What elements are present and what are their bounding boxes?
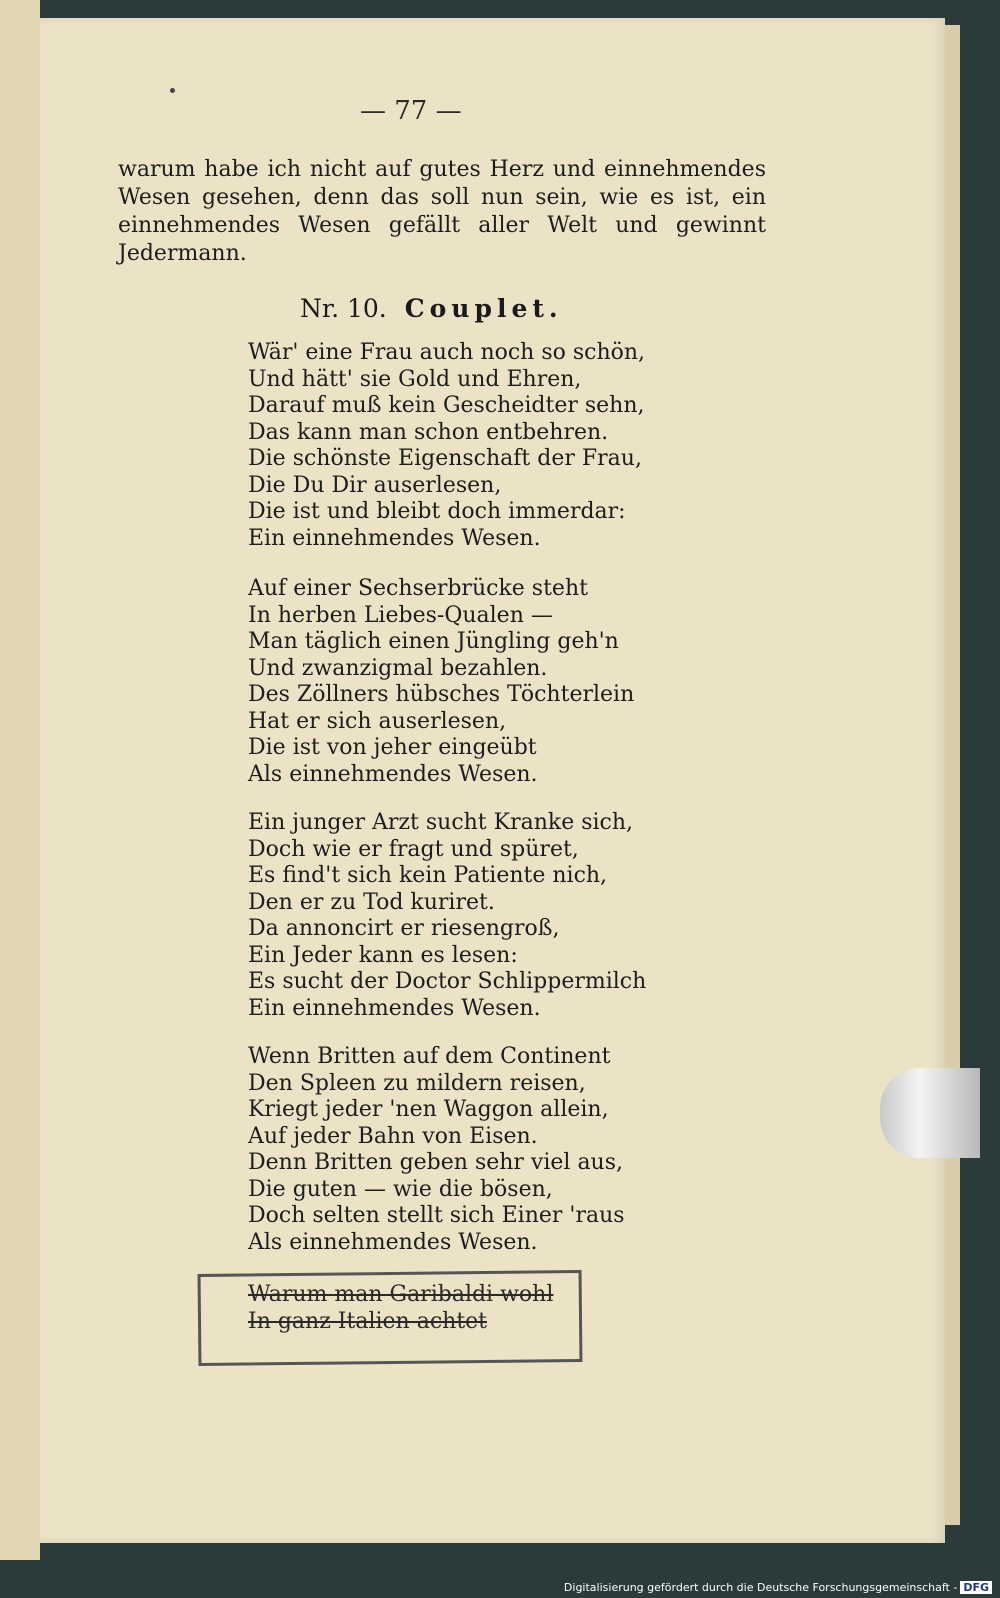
verse-line: Und zwanzigmal bezahlen. bbox=[248, 655, 548, 681]
verse-line: Man täglich einen Jüngling geh'n bbox=[248, 629, 619, 654]
left-page-edge bbox=[0, 0, 40, 1560]
verse-line: Ein einnehmendes Wesen. bbox=[248, 995, 541, 1021]
paper-clip bbox=[880, 1068, 980, 1158]
page-number: — 77 — bbox=[360, 96, 462, 126]
crossed-out-lines bbox=[248, 1282, 553, 1335]
verse-line: Das kann man schon entbehren. bbox=[248, 419, 609, 445]
verse-line: Die schönste Eigenschaft der Frau, bbox=[248, 446, 642, 471]
verse-line: Auf einer Sechserbrücke steht bbox=[248, 576, 588, 601]
verse-line: Die ist von jeher eingeübt bbox=[248, 735, 537, 760]
verse-line: Es sucht der Doctor Schlippermilch bbox=[248, 969, 647, 994]
verse-line: Die Du Dir auserlesen, bbox=[248, 472, 502, 498]
stanza-4 bbox=[248, 1044, 625, 1256]
dfg-logo: DFG bbox=[960, 1581, 992, 1594]
verse-line: Des Zöllners hübsches Töchterlein bbox=[248, 682, 635, 707]
verse-line: Wenn Britten auf dem Continent bbox=[248, 1044, 611, 1069]
page-stack-edge bbox=[945, 25, 960, 1525]
verse-line: Den er zu Tod kuriret. bbox=[248, 889, 495, 915]
verse-line: Denn Britten geben sehr viel aus, bbox=[248, 1150, 624, 1175]
verse-line: Die guten — wie die bösen, bbox=[248, 1176, 553, 1202]
verse-line: In ganz Italien achtet bbox=[248, 1308, 488, 1334]
verse-line: Warum man Garibaldi wohl bbox=[248, 1282, 554, 1307]
verse-line: Ein Jeder kann es lesen: bbox=[248, 942, 518, 968]
intro-paragraph: warum habe ich nicht auf gutes Herz und einnehmendes Wesen gesehen, denn das soll nun sein, wie es ist, ein einnehmendes Wesen gefällt aller Welt und gewinnt Jedermann. bbox=[118, 157, 766, 266]
verse-line: Den Spleen zu mildern reisen, bbox=[248, 1070, 586, 1096]
verse-line: Wär' eine Frau auch noch so schön, bbox=[248, 340, 646, 365]
verse-line: Es find't sich kein Patiente nich, bbox=[248, 863, 608, 888]
verse-line: Hat er sich auserlesen, bbox=[248, 708, 507, 734]
verse-line: Da annoncirt er riesengroß, bbox=[248, 916, 560, 941]
section-number: Nr. 10. bbox=[300, 294, 387, 323]
credit-text: Digitalisierung gefördert durch die Deutsche Forschungsgemeinschaft - bbox=[563, 1581, 958, 1594]
verse-line: In herben Liebes-Qualen — bbox=[248, 602, 553, 628]
verse-line: Doch selten stellt sich Einer 'raus bbox=[248, 1203, 625, 1228]
verse-line: Auf jeder Bahn von Eisen. bbox=[248, 1123, 538, 1149]
stanza-2 bbox=[248, 576, 634, 788]
verse-line: Ein junger Arzt sucht Kranke sich, bbox=[248, 810, 634, 835]
section-heading bbox=[300, 294, 563, 323]
verse-line: Und hätt' sie Gold und Ehren, bbox=[248, 366, 582, 392]
verse-line: Als einnehmendes Wesen. bbox=[248, 761, 538, 787]
ink-dot bbox=[170, 88, 175, 93]
verse-line: Als einnehmendes Wesen. bbox=[248, 1229, 538, 1255]
verse-line: Doch wie er fragt und spüret, bbox=[248, 836, 579, 862]
verse-line: Kriegt jeder 'nen Waggon allein, bbox=[248, 1097, 609, 1122]
verse-line: Ein einnehmendes Wesen. bbox=[248, 525, 541, 551]
digitization-credit bbox=[564, 1581, 992, 1594]
verse-line: Darauf muß kein Gescheidter sehn, bbox=[248, 393, 645, 418]
stanza-3 bbox=[248, 810, 646, 1022]
verse-line: Die ist und bleibt doch immerdar: bbox=[248, 499, 626, 524]
section-title: Couplet. bbox=[404, 294, 563, 323]
stanza-1 bbox=[248, 340, 645, 552]
